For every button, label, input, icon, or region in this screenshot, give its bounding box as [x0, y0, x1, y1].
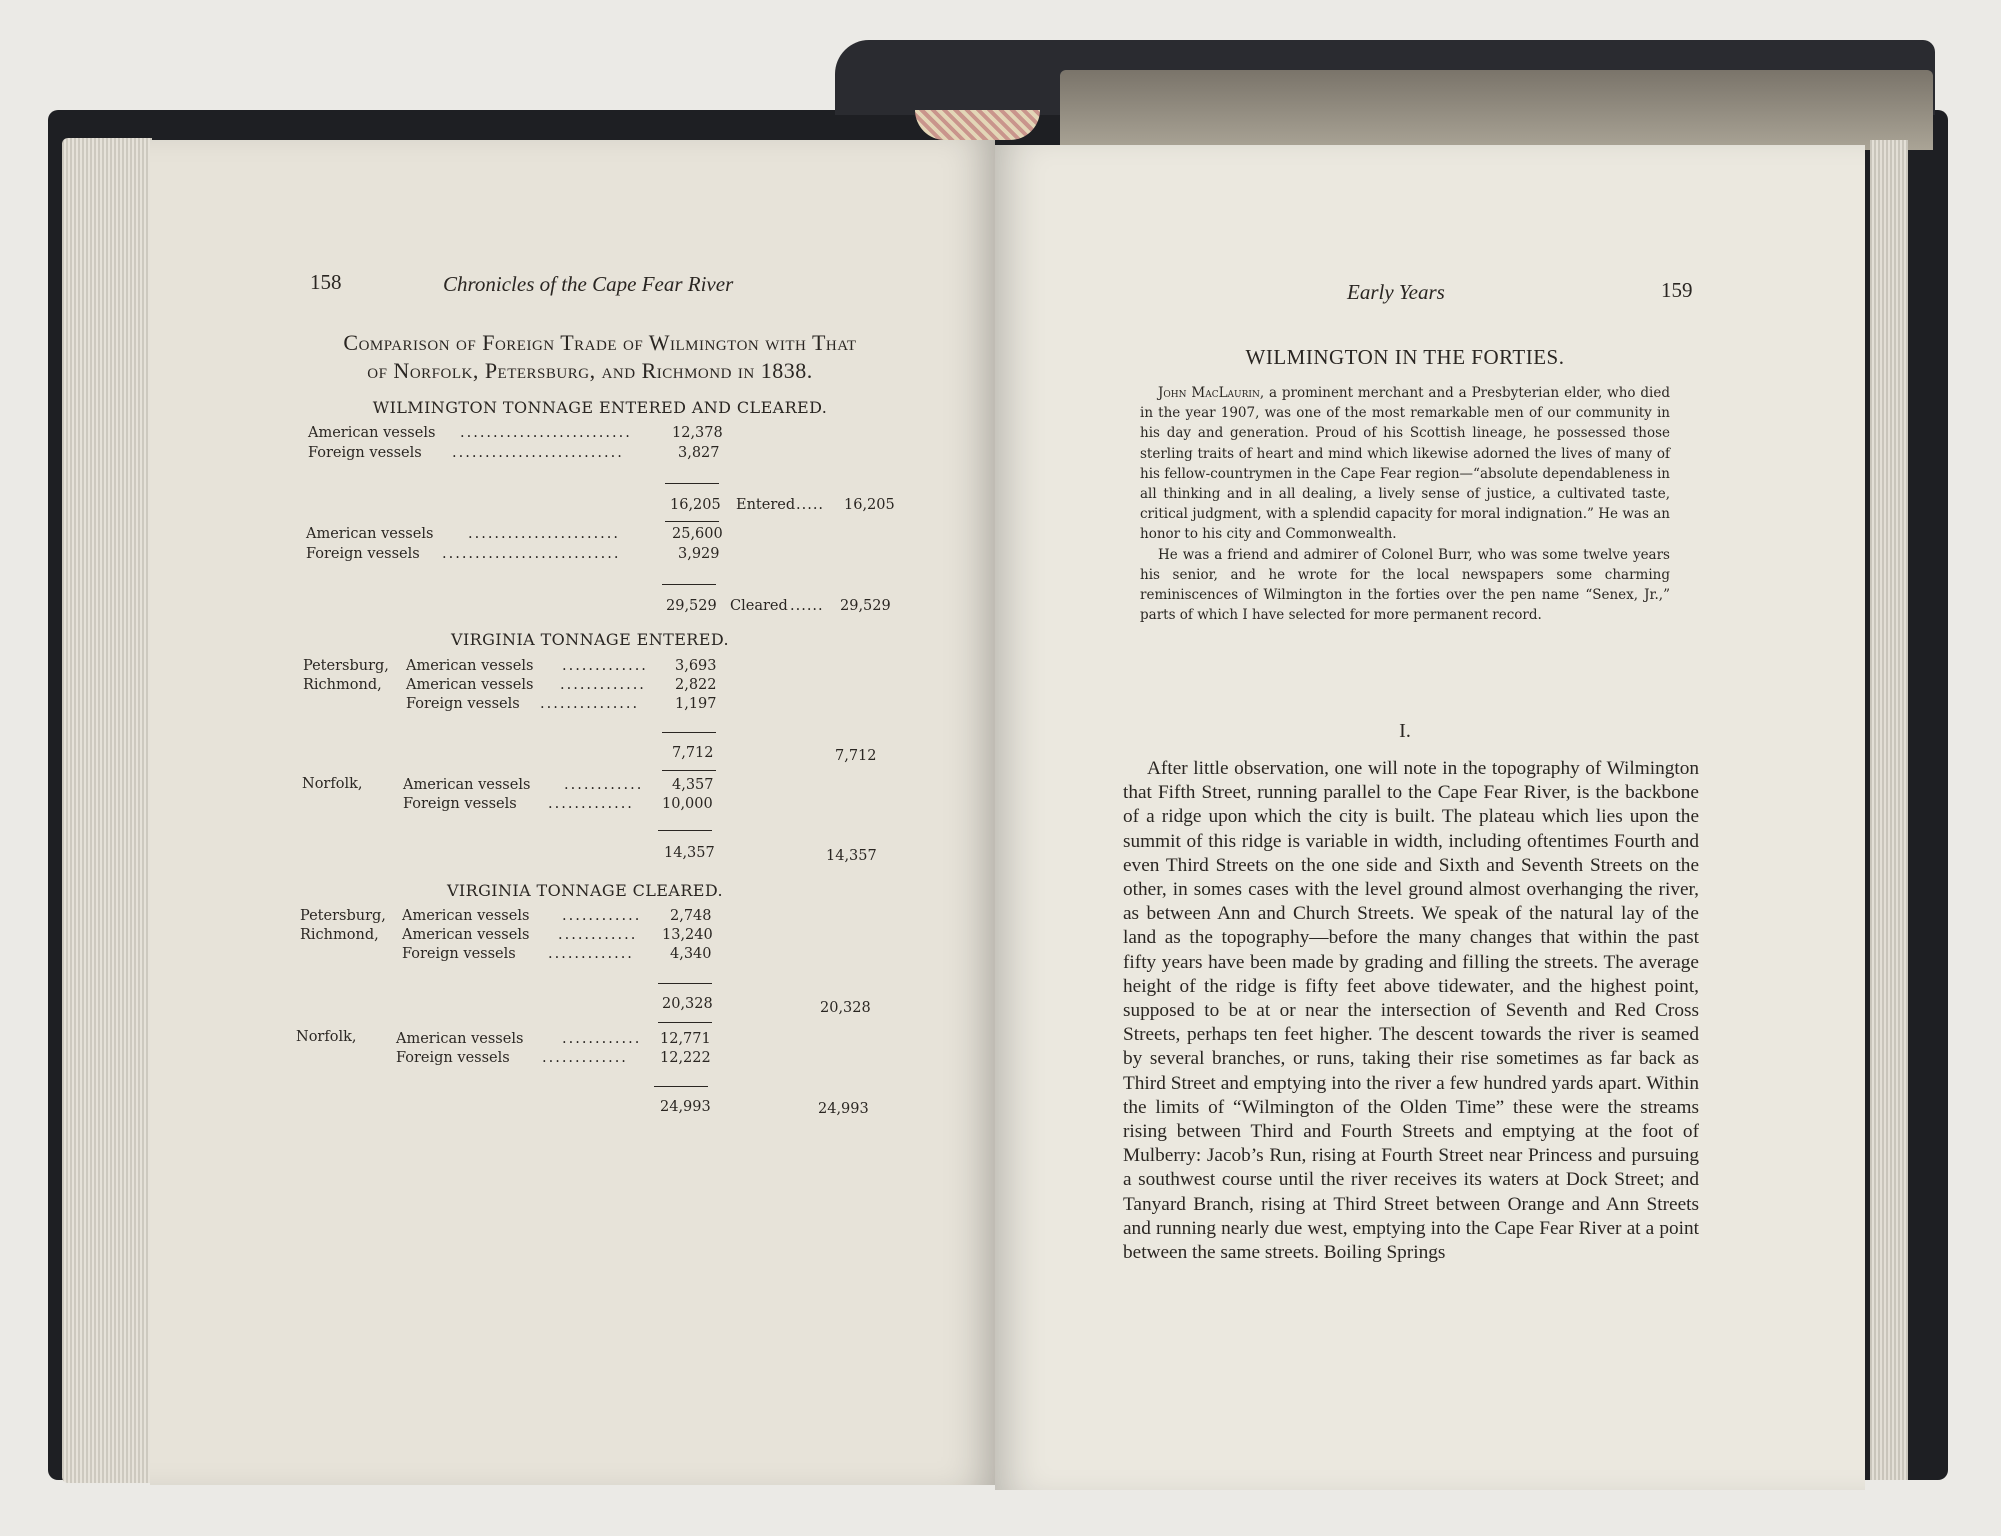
table-row-value: 12,771: [660, 1031, 711, 1047]
table-row-value: 12,222: [660, 1050, 711, 1066]
body-text: [1123, 757, 1699, 1351]
leader-dots: .......................: [468, 526, 621, 542]
subtotal-rule: [665, 483, 719, 484]
table-row-label: American vessels: [402, 927, 530, 943]
cleared-total-value: 29,529: [840, 598, 891, 614]
chapter-title: WILMINGTON IN THE FORTIES.: [1245, 345, 1565, 369]
leader-dots: ......: [790, 598, 824, 614]
table-row-value: 2,748: [670, 908, 712, 924]
intro-name: John MacLaurin: [1158, 385, 1260, 401]
left-page-edges: [62, 138, 152, 1483]
subtotal-rule: [665, 521, 719, 522]
leader-dots: ............: [564, 777, 644, 793]
right-total-value: 7,712: [835, 748, 877, 764]
subtotal-rule: [654, 1086, 708, 1087]
table-row-label: American vessels: [406, 658, 534, 674]
table-title-line2: of Norfolk, Petersburg, and Richmond in 1838.: [367, 358, 813, 383]
table-row-label: American vessels: [306, 526, 434, 542]
table-row-label: American vessels: [308, 425, 436, 441]
table-title-line1: Comparison of Foreign Trade of Wilmington with That: [343, 330, 857, 355]
body-paragraph: After little observation, one will note in the topography of Wilmington that Fifth Street, running parallel to the Cape Fear River, is the backbone of a ridge upon which the city is built. The plateau which lies upon the summit of this ridge is variable in width, including oftentimes Fourth and even Third Streets on the one side and Sixth and Seventh Streets on the other, in somes cases with the level ground almost overhanging the river, as between Ann and Church Streets. We speak of the natural lay of the land as the topography—before the many changes that within the past fifty years have been made by grading and filling the streets. The average height of the ridge is fifty feet above tidewater, and the highest point, supposed to be at or near the intersection of Seventh and Red Cross Streets, perhaps ten feet higher. The descent towards the river is seamed by several branches, or runs, taking their rise sometimes as far back as Third Street and emptying into the river a few hundred yards apart. Within the limits of “Wilmington of the Olden Time” these were the streams rising between Third and Fourth Streets and emptying at the foot of Mulberry: Jacob’s Run, rising at Fourth Street near Princess and pursuing a southwest course until the river receives its waters at Dock Street; and Tanyard Branch, rising at Third Street between Orange and Ann Streets and running nearly due west, emptying into the Cape Fear River at a point between the same streets. Boiling Springs: [1123, 758, 1699, 1264]
subtotal-value: 16,205: [670, 497, 721, 513]
bookmark-ribbon[interactable]: [915, 110, 1040, 140]
table-row-label: Foreign vessels: [406, 696, 520, 712]
place-label: Norfolk,: [302, 776, 363, 792]
subtotal-value: 14,357: [664, 845, 715, 861]
leader-dots: ............: [562, 1031, 642, 1047]
leader-dots: ...............: [540, 696, 640, 712]
subtotal-rule: [658, 1022, 712, 1023]
virginia-cleared-heading: VIRGINIA TONNAGE CLEARED.: [446, 881, 724, 900]
table-row-label: Foreign vessels: [306, 546, 420, 562]
leader-dots: ...........................: [442, 546, 621, 562]
table-row-value: 4,340: [670, 946, 712, 962]
table-row-label: American vessels: [406, 677, 534, 693]
table-row-value: 13,240: [662, 927, 713, 943]
right-page: [995, 145, 1865, 1490]
intro-paragraph-2: He was a friend and admirer of Colonel Burr, who was some twelve years his senior, and he wrote for the local newspapers some charming reminiscences of Wilmington in the forties over the pen name “Senex, Jr.,” parts of which I have selected for more permanent record.: [1140, 546, 1670, 624]
subtotal-rule: [658, 830, 712, 831]
table-row-value: 3,827: [678, 445, 720, 461]
table-row-label: American vessels: [402, 908, 530, 924]
place-label: Richmond,: [303, 677, 382, 693]
place-label: Petersburg,: [303, 658, 389, 674]
right-page-block-top: [1060, 70, 1933, 150]
table-row-label: American vessels: [396, 1031, 524, 1047]
table-row-value: 2,822: [675, 677, 717, 693]
left-page: [150, 140, 995, 1485]
leader-dots: ............: [558, 927, 638, 943]
right-total-value: 14,357: [826, 848, 877, 864]
table-row-label: American vessels: [403, 777, 531, 793]
right-page-number: 159: [1661, 278, 1693, 302]
right-running-head: Early Years: [1347, 280, 1445, 304]
place-label: Norfolk,: [296, 1029, 357, 1045]
subtotal-value: 7,712: [672, 745, 714, 761]
right-total-value: 20,328: [820, 1000, 871, 1016]
table-row-value: 10,000: [662, 796, 713, 812]
table-row-label: Foreign vessels: [403, 796, 517, 812]
subtotal-rule: [662, 584, 716, 585]
cleared-label: Cleared: [730, 598, 788, 614]
table-row-value: 1,197: [675, 696, 717, 712]
leader-dots: .....: [796, 497, 825, 513]
subtotal-rule: [662, 732, 716, 733]
intro-block: [1140, 383, 1670, 625]
entered-label: Entered: [736, 497, 796, 513]
place-label: Richmond,: [300, 927, 379, 943]
wilmington-heading: WILMINGTON TONNAGE ENTERED AND CLEARED.: [372, 398, 828, 417]
table-row-label: Foreign vessels: [396, 1050, 510, 1066]
table-row-value: 3,929: [678, 546, 720, 562]
table-row-value: 25,600: [672, 526, 723, 542]
table-row-value: 12,378: [672, 425, 723, 441]
leader-dots: ............: [562, 908, 642, 924]
right-page-edges: [1870, 140, 1908, 1480]
right-total-value: 24,993: [818, 1101, 869, 1117]
table-row-label: Foreign vessels: [308, 445, 422, 461]
table-row-value: 3,693: [675, 658, 717, 674]
section-numeral: I.: [1399, 720, 1411, 742]
leader-dots: ..........................: [452, 445, 624, 461]
leader-dots: .............: [542, 1050, 628, 1066]
subtotal-value: 24,993: [660, 1099, 711, 1115]
left-running-head: Chronicles of the Cape Fear River: [443, 272, 734, 296]
table-row-value: 4,357: [672, 777, 714, 793]
intro-paragraph-1: , a prominent merchant and a Presbyterian elder, who died in the year 1907, was one of the most remarkable men of our community in his day and generation. Proud of his Scottish lineage, he possessed those sterling traits of heart and mind which likewise adorned the lives of many of his fellow-countrymen in the Cape Fear region—“absolute dependableness in all thinking and in all dealing, a lively sense of justice, a cultivated taste, critical judgment, with a splendid capacity for moral indignation.” He was an honor to his city and Commonwealth.: [1140, 385, 1670, 543]
virginia-entered-heading: VIRGINIA TONNAGE ENTERED.: [451, 630, 729, 649]
leader-dots: .............: [562, 658, 648, 674]
subtotal-rule: [662, 770, 716, 771]
table-row-label: Foreign vessels: [402, 946, 516, 962]
entered-total-value: 16,205: [844, 497, 895, 513]
subtotal-value: 20,328: [662, 996, 713, 1012]
left-page-number: 158: [310, 270, 342, 294]
place-label: Petersburg,: [300, 908, 386, 924]
leader-dots: .............: [560, 677, 646, 693]
subtotal-value: 29,529: [666, 598, 717, 614]
leader-dots: ..........................: [460, 425, 632, 441]
leader-dots: .............: [548, 946, 634, 962]
leader-dots: .............: [548, 796, 634, 812]
subtotal-rule: [658, 983, 712, 984]
